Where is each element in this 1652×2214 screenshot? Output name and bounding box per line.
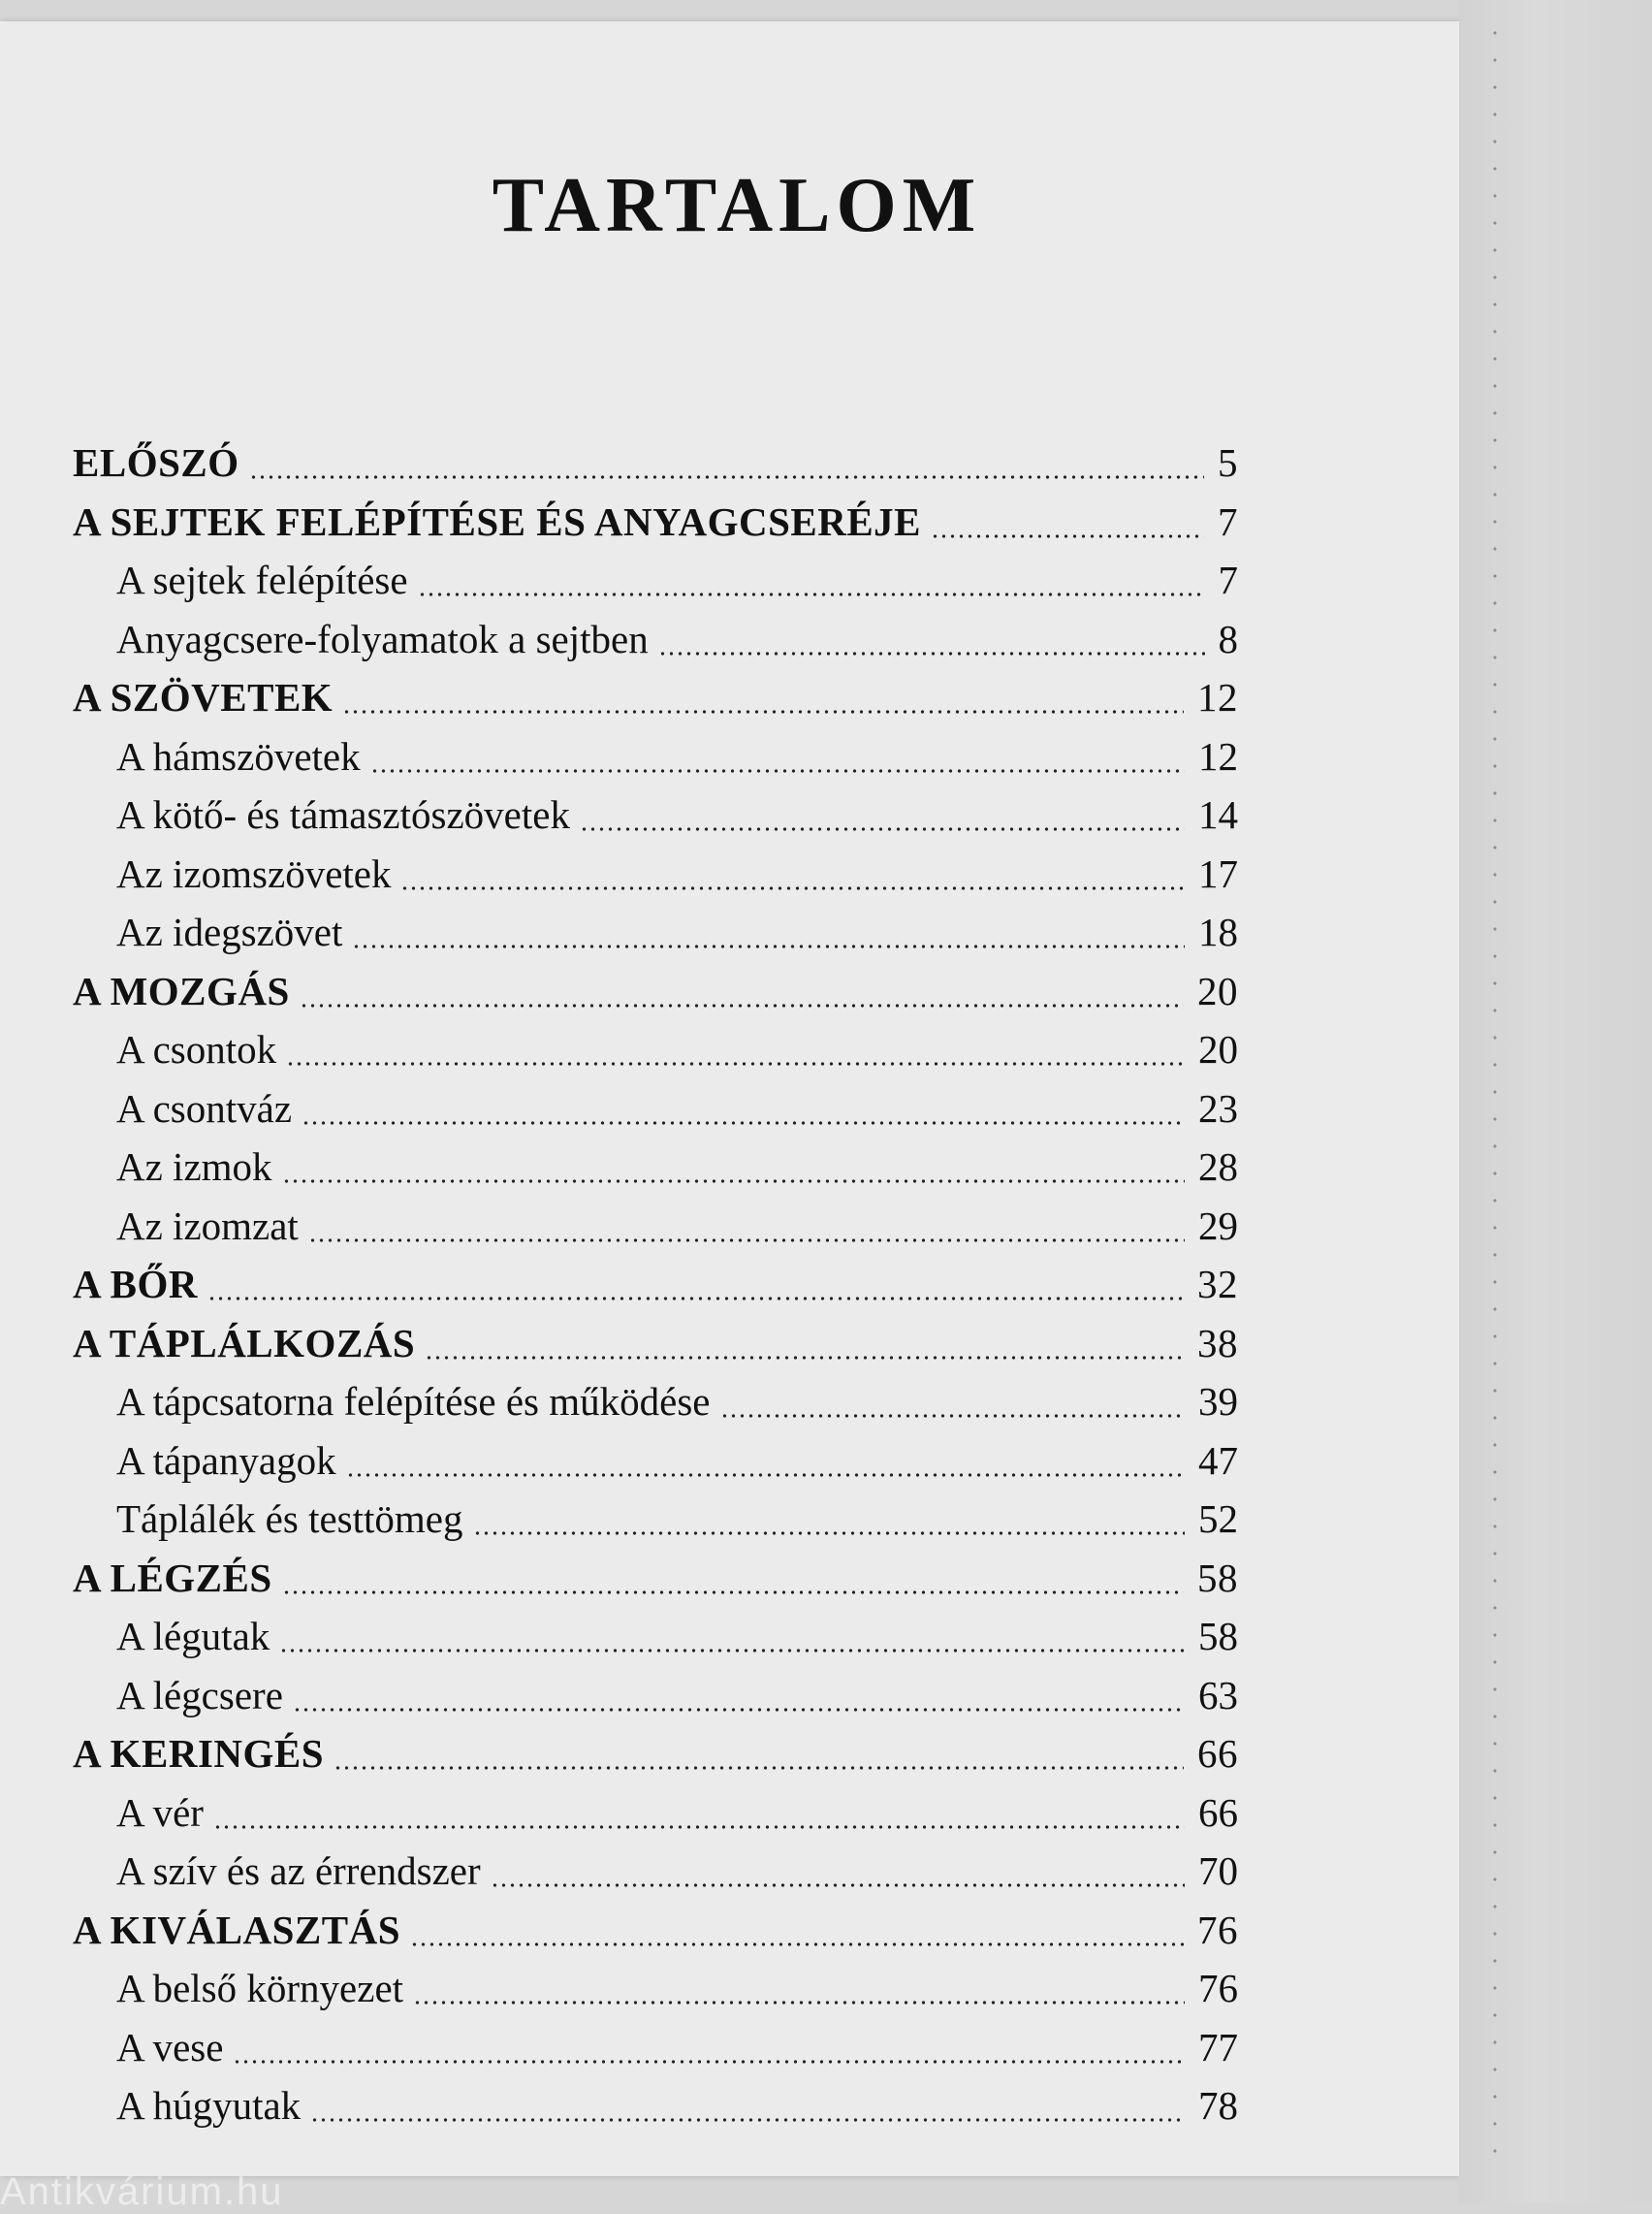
toc-page-number: 8 [1218, 616, 1238, 661]
toc-page-number: 18 [1198, 910, 1238, 954]
dot-leader [282, 1179, 1185, 1183]
table-of-contents [0, 433, 1459, 2135]
toc-entry-title: Az izomzat [116, 1203, 299, 1248]
dot-leader [418, 593, 1205, 596]
toc-entry-title: A SEJTEK FELÉPÍTÉSE ÉS ANYAGCSERÉJE [73, 498, 922, 544]
toc-section [0, 551, 1459, 610]
toc-entry-title: A LÉGZÉS [73, 1555, 272, 1600]
toc-section [0, 1138, 1459, 1197]
toc-section [0, 1666, 1459, 1725]
toc-section [0, 845, 1459, 904]
toc-section [0, 1490, 1459, 1549]
toc-entry-title: A BŐR [73, 1262, 198, 1306]
toc-entry-title: A sejtek felépítése [116, 558, 408, 602]
toc-entry-title: A SZÖVETEK [73, 675, 334, 720]
dot-leader [282, 1590, 1184, 1594]
toc-entry-title: A vese [116, 2024, 224, 2070]
dot-leader [342, 710, 1184, 714]
dot-leader [410, 1942, 1184, 1946]
toc-page-number: 20 [1197, 968, 1238, 1013]
page-edge [1459, 0, 1652, 2203]
toc-chapter [0, 493, 1459, 552]
toc-chapter [0, 1901, 1459, 1960]
dot-leader [580, 827, 1185, 831]
toc-entry-title: A KIVÁLASZTÁS [73, 1907, 401, 1952]
toc-page-number: 7 [1218, 498, 1238, 544]
toc-page-number: 76 [1197, 1907, 1238, 1952]
toc-page-number: 77 [1198, 2024, 1238, 2070]
dot-leader [302, 1121, 1185, 1125]
toc-entry-title: A húgyutak [116, 2083, 302, 2128]
toc-entry-title: A tápcsatorna felépítése és működése [116, 1379, 711, 1424]
toc-entry-title: A kötő- és támasztószövetek [116, 792, 570, 837]
toc-section [0, 610, 1459, 669]
dot-leader [293, 1708, 1185, 1712]
dot-leader [413, 2001, 1185, 2005]
toc-entry-title: A tápanyagok [116, 1437, 336, 1483]
toc-section [0, 2018, 1459, 2077]
toc-chapter [0, 668, 1459, 727]
toc-page-number: 29 [1198, 1203, 1238, 1248]
toc-entry-title: Az izmok [116, 1144, 272, 1189]
toc-entry-title: Anyagcsere-folyamatok a sejtben [116, 616, 649, 661]
toc-page-number: 12 [1197, 675, 1238, 720]
toc-section [0, 1431, 1459, 1491]
dot-leader [370, 769, 1185, 773]
dot-leader [279, 1649, 1185, 1652]
watermark: Antikvárium.hu [0, 2170, 284, 2213]
toc-page-number: 23 [1198, 1085, 1238, 1131]
toc-page-number: 58 [1198, 1614, 1238, 1658]
dot-leader [658, 652, 1205, 656]
dot-leader [352, 945, 1185, 948]
toc-section [0, 1607, 1459, 1666]
toc-entry-title: A TÁPLÁLKOZÁS [73, 1320, 416, 1365]
toc-page-number: 70 [1198, 1848, 1238, 1893]
toc-page-number: 7 [1218, 558, 1238, 602]
toc-chapter [0, 1724, 1459, 1783]
dot-leader [249, 475, 1204, 479]
toc-page-number: 28 [1198, 1144, 1238, 1189]
toc-page-number: 47 [1198, 1437, 1238, 1483]
toc-entry-title: A belső környezet [116, 1966, 404, 2010]
toc-entry-title: A szív és az érrendszer [116, 1848, 481, 1893]
toc-page-number: 58 [1197, 1555, 1238, 1600]
toc-chapter [0, 962, 1459, 1021]
dot-leader [308, 1238, 1185, 1242]
toc-page-number: 17 [1198, 850, 1238, 896]
dot-leader [286, 1062, 1185, 1066]
toc-chapter [0, 1549, 1459, 1608]
toc-section [0, 727, 1459, 786]
toc-page-number: 12 [1198, 733, 1238, 779]
toc-section [0, 1842, 1459, 1901]
dot-leader [213, 1825, 1185, 1829]
toc-section [0, 1372, 1459, 1431]
toc-page-number: 32 [1197, 1262, 1238, 1306]
book-page [0, 21, 1459, 2176]
toc-page-number: 14 [1198, 792, 1238, 837]
toc-entry-title: Az idegszövet [116, 910, 343, 954]
toc-section [0, 1783, 1459, 1843]
toc-section [0, 903, 1459, 962]
toc-page-number: 76 [1198, 1966, 1238, 2010]
binding-perforation [1493, 19, 1497, 2172]
toc-entry-title: A hámszövetek [116, 733, 361, 779]
toc-section [0, 1197, 1459, 1256]
dot-leader [720, 1414, 1186, 1418]
dot-leader [233, 2060, 1185, 2064]
toc-page-number: 38 [1197, 1320, 1238, 1365]
toc-chapter [0, 433, 1459, 493]
toc-page-number: 66 [1198, 1789, 1238, 1835]
toc-section [0, 1959, 1459, 2018]
dot-leader [425, 1356, 1184, 1360]
toc-entry-title: A csontok [116, 1027, 277, 1072]
toc-entry-title: A KERINGÉS [73, 1731, 325, 1776]
toc-page-number: 63 [1198, 1672, 1238, 1717]
toc-entry-title: A csontváz [116, 1085, 293, 1131]
toc-entry-title: A vér [116, 1789, 204, 1835]
toc-entry-title: A MOZGÁS [73, 968, 290, 1013]
toc-entry-title: Az izomszövetek [116, 850, 392, 896]
dot-leader [334, 1766, 1184, 1770]
toc-section [0, 1079, 1459, 1139]
toc-page-number: 66 [1197, 1731, 1238, 1776]
dot-leader [473, 1531, 1186, 1535]
dot-leader [207, 1297, 1184, 1300]
toc-entry-title: A légcsere [116, 1672, 283, 1717]
toc-chapter [0, 1255, 1459, 1314]
toc-page-number: 78 [1198, 2083, 1238, 2128]
toc-page-number: 5 [1218, 440, 1238, 485]
toc-section [0, 2076, 1459, 2135]
dot-leader [300, 1004, 1184, 1008]
dot-leader [310, 2118, 1185, 2122]
page-title: TARTALOM [492, 163, 982, 248]
dot-leader [491, 1883, 1185, 1887]
toc-page-number: 20 [1198, 1027, 1238, 1072]
toc-page-number: 39 [1198, 1379, 1238, 1424]
toc-entry-title: ELŐSZÓ [73, 440, 239, 485]
toc-page-number: 52 [1198, 1496, 1238, 1541]
toc-section [0, 1020, 1459, 1079]
dot-leader [346, 1473, 1185, 1477]
dot-leader [400, 886, 1185, 890]
toc-entry-title: Táplálék és testtömeg [116, 1496, 463, 1541]
toc-chapter [0, 1314, 1459, 1373]
dot-leader [931, 534, 1204, 538]
toc-section [0, 786, 1459, 845]
toc-entry-title: A légutak [116, 1614, 270, 1658]
